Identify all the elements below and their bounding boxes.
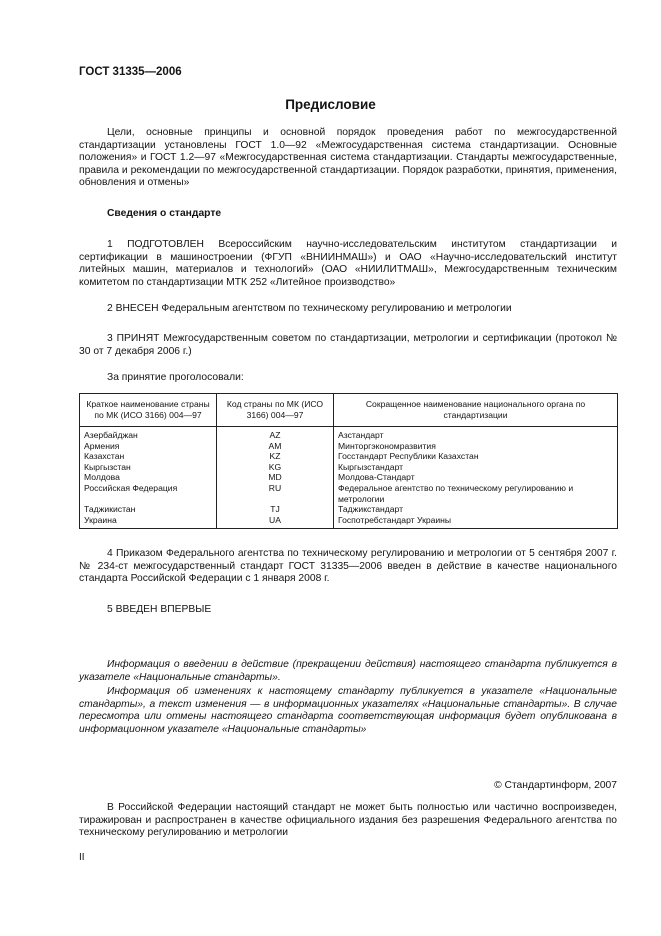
- body-cell: Минторгэкономразвития: [334, 441, 618, 452]
- code-cell: KZ: [217, 451, 334, 462]
- code-cell: RU: [217, 483, 334, 504]
- body-cell: Таджикстандарт: [334, 504, 618, 515]
- country-cell: Кыргызстан: [80, 462, 217, 473]
- country-cell: Таджикистан: [80, 504, 217, 515]
- intro-paragraph: Цели, основные принципы и основной порядок проведения работ по межгосударственной стандартизации установлены ГОСТ 1.0—92 «Межгосударственная система стандартизации. Основные положения» и ГОСТ 1.2—97 «Межгосударственная система стандартизации. Стандарты межгосударственные, правила и рекомендации по межгосударственной стандартизации. Порядок разработки, принятия, применения, обновления и отмены»: [79, 127, 617, 189]
- document-header: ГОСТ 31335—2006: [79, 66, 182, 78]
- table-row: [80, 451, 618, 462]
- country-cell: Украина: [80, 515, 217, 529]
- country-cell: Молдова: [80, 472, 217, 483]
- header-code: Код страны по МК (ИСО 3166) 004—97: [217, 394, 334, 427]
- rights-paragraph: В Российской Федерации настоящий стандарт не может быть полностью или частично воспроизведен, тиражирован и распространен в качестве официального издания без разрешения Федерального агентства по техническому регулированию и метрологии: [79, 802, 617, 839]
- item-3-paragraph: 3 ПРИНЯТ Межгосударственным советом по стандартизации, метрологии и сертификации (протокол № 30 от 7 декабря 2006 г.): [79, 333, 617, 357]
- table-row: [80, 504, 618, 515]
- info-publication-paragraph: Информация о введении в действие (прекращении действия) настоящего стандарта публикуется в указателе «Национальные стандарты».: [79, 659, 617, 683]
- table-row: [80, 462, 618, 473]
- header-country: Краткое наименование страны по МК (ИСО 3166) 004—97: [80, 394, 217, 427]
- vote-intro: За принятие проголосовали:: [107, 372, 244, 383]
- code-cell: KG: [217, 462, 334, 473]
- country-cell: Казахстан: [80, 451, 217, 462]
- header-body: Сокращенное наименование национального органа по стандартизации: [334, 394, 618, 427]
- country-cell: Российская Федерация: [80, 483, 217, 504]
- table-row: [80, 427, 618, 441]
- country-cell: Азербайджан: [80, 427, 217, 441]
- body-cell: Госстандарт Республики Казахстан: [334, 451, 618, 462]
- item-2-paragraph: 2 ВНЕСЕН Федеральным агентством по техническому регулированию и метрологии: [107, 303, 512, 314]
- vote-table: [79, 393, 618, 529]
- copyright: © Стандартинформ, 2007: [494, 780, 617, 791]
- table-row: [80, 441, 618, 452]
- body-cell: Молдова-Стандарт: [334, 472, 618, 483]
- code-cell: UA: [217, 515, 334, 529]
- info-changes-paragraph: Информация об изменениях к настоящему стандарту публикуется в указателе «Национальные стандарты», а текст изменения — в информационных указателях «Национальные стандарты». В случае пересмотра или отмены настоящего стандарта соответствующая информация будет опубликована в информационном указателе «Национальные стандарты»: [79, 686, 617, 735]
- body-cell: Федеральное агентство по техническому регулированию и метрологии: [334, 483, 618, 504]
- table-row: [80, 472, 618, 483]
- body-cell: Госпотребстандарт Украины: [334, 515, 618, 529]
- code-cell: MD: [217, 472, 334, 483]
- body-cell: Кыргызстандарт: [334, 462, 618, 473]
- page-number: II: [79, 852, 85, 863]
- table-row: [80, 515, 618, 529]
- table-row: [80, 483, 618, 504]
- country-cell: Армения: [80, 441, 217, 452]
- page-title: Предисловие: [285, 97, 376, 112]
- code-cell: AZ: [217, 427, 334, 441]
- body-cell: Азстандарт: [334, 427, 618, 441]
- code-cell: TJ: [217, 504, 334, 515]
- code-cell: AM: [217, 441, 334, 452]
- item-4-paragraph: 4 Приказом Федерального агентства по техническому регулированию и метрологии от 5 сентября 2007 г. № 234-ст межгосударственный стандарт ГОСТ 31335—2006 введен в действие в качестве национального стандарта Российской Федерации с 1 января 2008 г.: [79, 548, 617, 585]
- item-1-paragraph: 1 ПОДГОТОВЛЕН Всероссийским научно-исследовательским институтом стандартизации и сертификации в машиностроении (ФГУП «ВНИИНМАШ») и ОАО «Научно-исследовательский институт литейных машин, материалов и технологий» (ОАО «НИИЛИТМАШ», Межгосударственным техническим комитетом по стандартизации МТК 252 «Литейное производство»: [79, 239, 617, 288]
- info-heading: Сведения о стандарте: [107, 208, 222, 219]
- item-5-paragraph: 5 ВВЕДЕН ВПЕРВЫЕ: [107, 604, 212, 615]
- vote-table-header-row: [80, 394, 618, 427]
